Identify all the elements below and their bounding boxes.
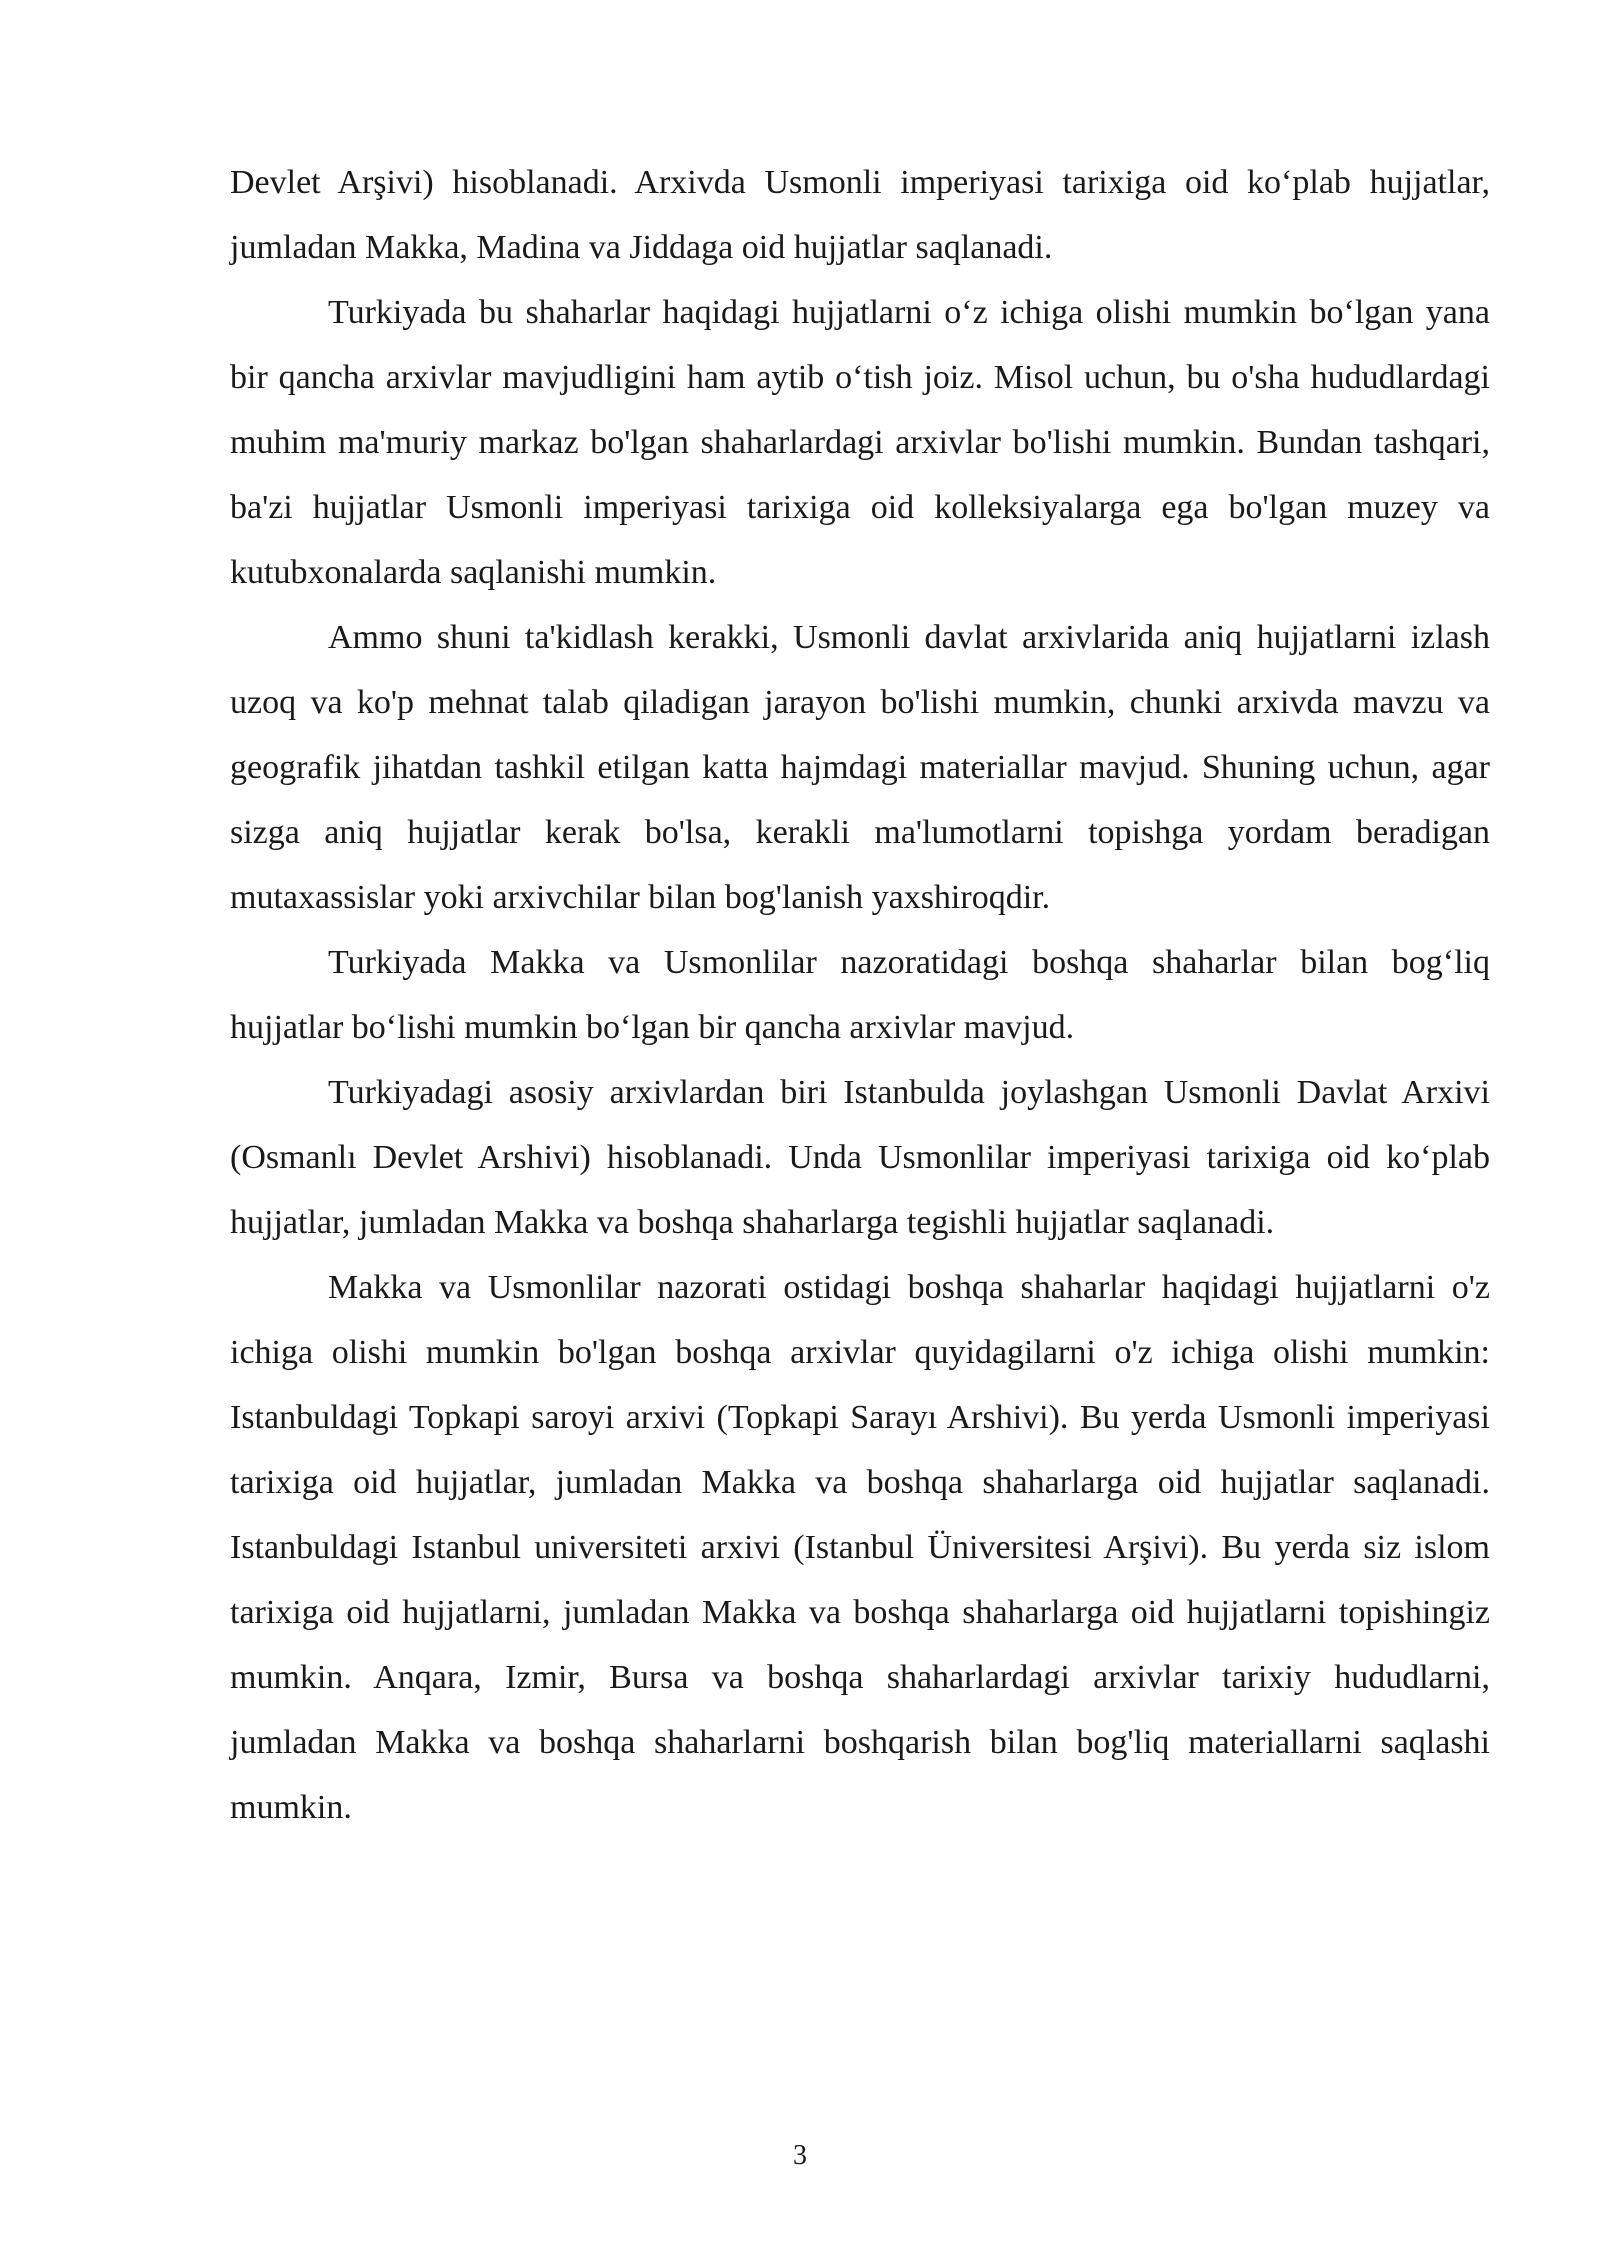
page-number: 3 (793, 2140, 807, 2171)
paragraph-archives-in-turkey: Turkiyada Makka va Usmonlilar nazoratidagi boshqa shaharlar bilan bog‘liq hujjatlar bo‘lishi mumkin bo‘lgan bir qancha arxivlar mavjud. (230, 944, 1490, 1046)
paragraph-continuation: Devlet Arşivi) hisoblanadi. Arxivda Usmonli imperiyasi tarixiga oid ko‘plab hujjatlar, jumladan Makka, Madina va Jiddaga oid hujjatlar saqlanadi. (230, 164, 1490, 266)
paragraph-other-archives-list: Makka va Usmonlilar nazorati ostidagi boshqa shaharlar haqidagi hujjatlarni o'z ichiga olishi mumkin bo'lgan boshqa arxivlar quyidagilarni o'z ichiga olishi mumkin: Istanbuldagi Topkapi saroyi arxivi (Topkapi Sarayı Arshivi). Bu yerda Usmonli imperiyasi tarixiga oid hujjatlar, jumladan Makka va boshqa shaharlarga oid hujjatlar saqlanadi. Istanbuldagi Istanbul universiteti arxivi (Istanbul Üniversitesi Arşivi). Bu yerda siz islom tarixiga oid hujjatlarni, jumladan Makka va boshqa shaharlarga oid hujjatlarni topishingiz mumkin. Anqara, Izmir, Bursa va boshqa shaharlardagi arxivlar tarixiy hududlarni, jumladan Makka va boshqa shaharlarni boshqarish bilan bog'liq materiallarni saqlashi mumkin. (230, 1269, 1490, 1826)
paragraph-other-archives: Turkiyada bu shaharlar haqidagi hujjatlarni o‘z ichiga olishi mumkin bo‘lgan yana bir qancha arxivlar mavjudligini ham aytib o‘tish joiz. Misol uchun, bu o'sha hududlardagi muhim ma'muriy markaz bo'lgan shaharlardagi arxivlar bo'lishi mumkin. Bundan tashqari, ba'zi hujjatlar Usmonli imperiyasi tarixiga oid kolleksiyalarga ega bo'lgan muzey va kutubxonalarda saqlanishi mumkin. (230, 294, 1490, 591)
body-text (230, 150, 1490, 1840)
paragraph-search-difficulty: Ammo shuni ta'kidlash kerakki, Usmonli davlat arxivlarida aniq hujjatlarni izlash uzoq va ko'p mehnat talab qiladigan jarayon bo'lishi mumkin, chunki arxivda mavzu va geografik jihatdan tashkil etilgan katta hajmdagi materiallar mavjud. Shuning uchun, agar sizga aniq hujjatlar kerak bo'lsa, kerakli ma'lumotlarni topishga yordam beradigan mutaxassislar yoki arxivchilar bilan bog'lanish yaxshiroqdir. (230, 619, 1490, 916)
paragraph-ottoman-state-archive: Turkiyadagi asosiy arxivlardan biri Istanbulda joylashgan Usmonli Davlat Arxivi (Osmanlı Devlet Arshivi) hisoblanadi. Unda Usmonlilar imperiyasi tarixiga oid ko‘plab hujjatlar, jumladan Makka va boshqa shaharlarga tegishli hujjatlar saqlanadi. (230, 1074, 1490, 1241)
